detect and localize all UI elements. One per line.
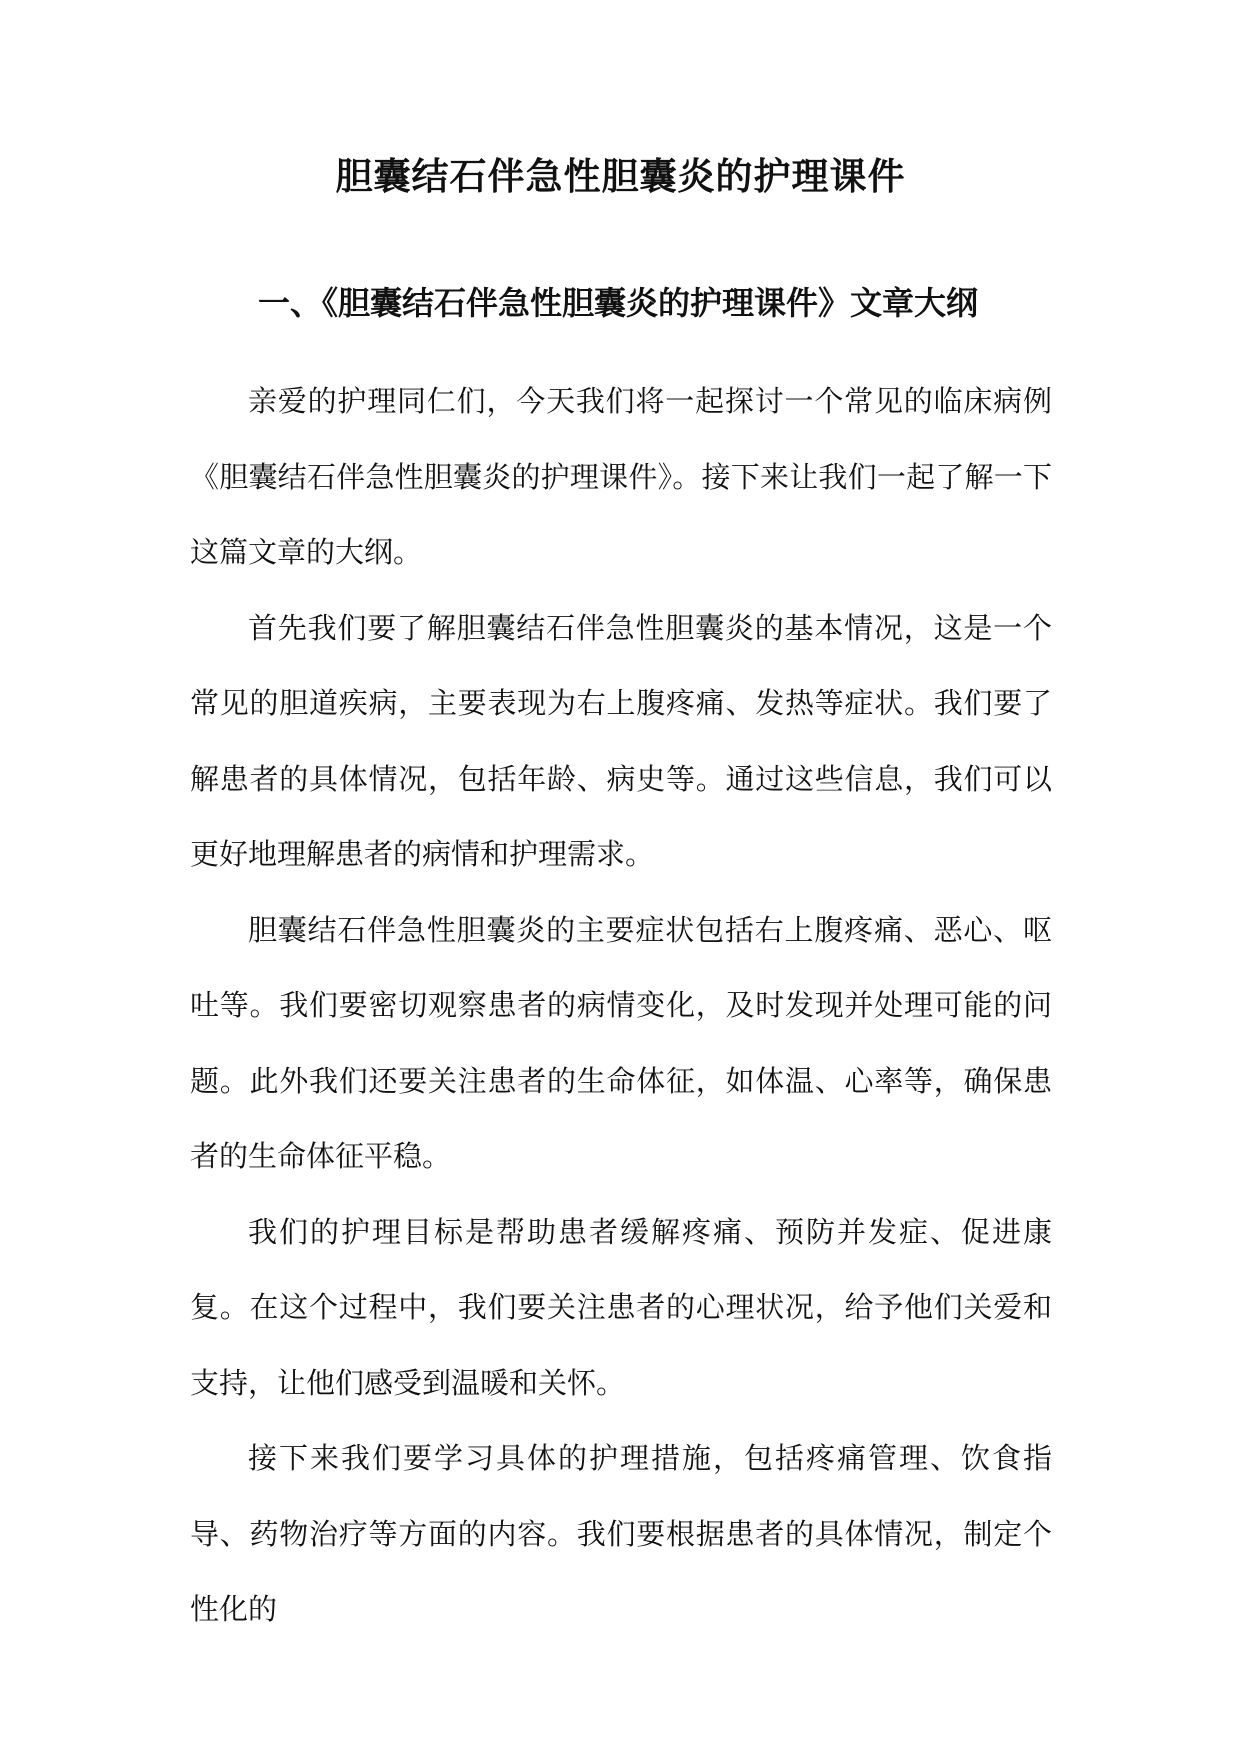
section-heading: 一、《胆囊结石伴急性胆囊炎的护理课件》文章大纲 bbox=[258, 284, 979, 322]
paragraph: 我们的护理目标是帮助患者缓解疼痛、预防并发症、促进康复。在这个过程中，我们要关注患者的心理状况，给予他们关爱和支持，让他们感受到温暖和关怀。 bbox=[190, 1214, 1052, 1400]
paragraph: 亲爱的护理同仁们，今天我们将一起探讨一个常见的临床病例《胆囊结石伴急性胆囊炎的护理课件》。接下来让我们一起了解一下这篇文章的大纲。 bbox=[190, 384, 1052, 569]
body-text bbox=[190, 364, 1052, 1648]
document-title: 胆囊结石伴急性胆囊炎的护理课件 bbox=[335, 154, 906, 198]
paragraph: 接下来我们要学习具体的护理措施，包括疼痛管理、饮食指导、药物治疗等方面的内容。我们要根据患者的具体情况，制定个性化的 bbox=[190, 1441, 1052, 1626]
paragraph: 胆囊结石伴急性胆囊炎的主要症状包括右上腹疼痛、恶心、呕吐等。我们要密切观察患者的病情变化，及时发现并处理可能的问题。此外我们还要关注患者的生命体征，如体温、心率等，确保患者的生命体征平稳。 bbox=[190, 912, 1052, 1173]
paragraph: 首先我们要了解胆囊结石伴急性胆囊炎的基本情况，这是一个常见的胆道疾病，主要表现为右上腹疼痛、发热等症状。我们要了解患者的具体情况，包括年龄、病史等。通过这些信息，我们可以更好地理解患者的病情和护理需求。 bbox=[190, 610, 1052, 871]
